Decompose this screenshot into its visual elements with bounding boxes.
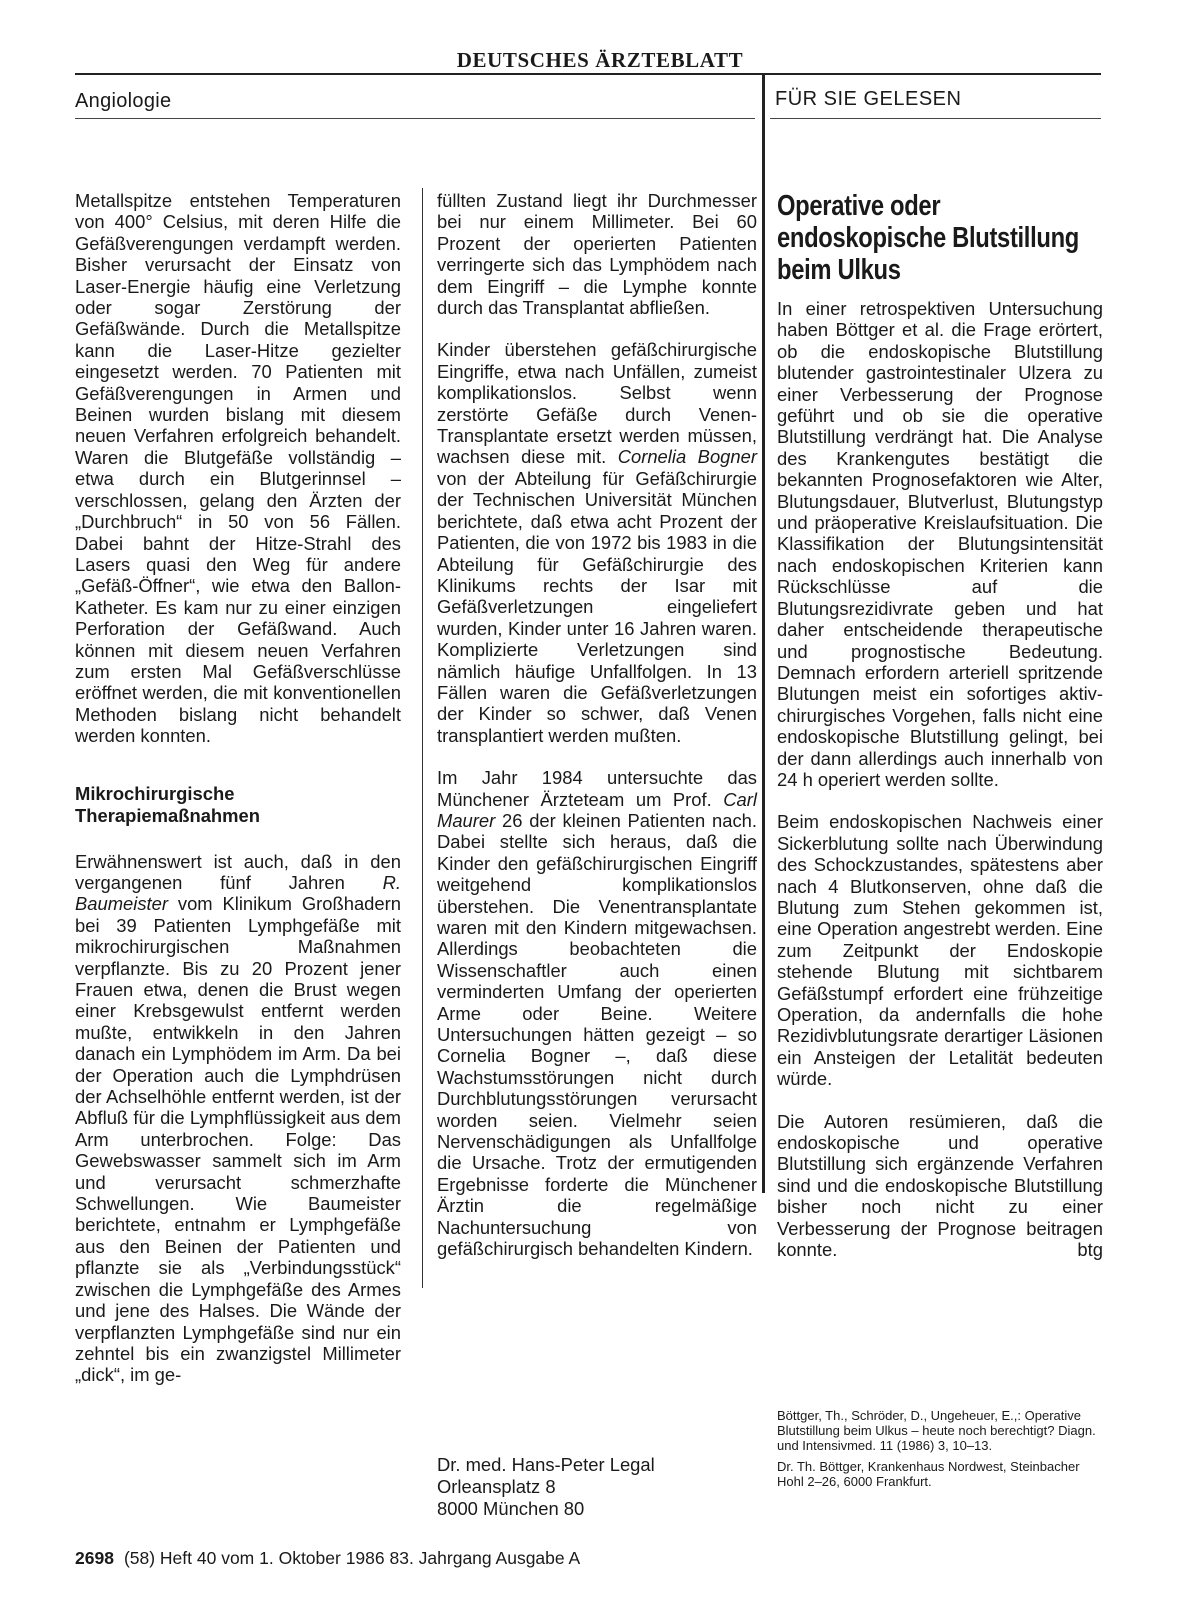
masthead-rule <box>75 73 1101 75</box>
text-run: vom Klinikum Großhadern bei 39 Patienten Lymphgefäße mit mikrochirurgischen Maßnahmen verpflanzte. Bis zu 20 Prozent jener Frauen etwa, denen die Brust wegen einer Krebsgewulst entfernt werden mußte, entwikkeln in den Jahren danach ein Lymphödem im Arm. Da bei der Operation auch die Lymphdrüsen der Achselhöhle entfernt werden, ist der Abfluß für die Lymphflüssigkeit aus dem Arm unterbrochen. Folge: Das Gewebswasser sammelt sich im Arm und verursacht schmerzhafte Schwellungen. Wie Baumeister berichtete, entnahm er Lymphgefäße aus den Beinen der Patienten und pflanzte sie als „Verbindungsstück“ zwischen die Lymphgefäße des Armes und jene des Halses. Die Wände der verpflanzten Lymphgefäße sind nur ein zehntel bis ein zwanzigstel Millimeter „dick“, im ge- <box>75 893 401 1386</box>
section-rule-left <box>75 118 755 119</box>
column-divider-bold <box>762 73 765 1193</box>
paragraph: In einer retrospektiven Untersuchung haben Böttger et al. die Frage erörtert, ob die endoskopische Blutstillung blutender gastrointestinaler Ulzera zu einer Verbesserung der Prognose geführt und ob sie die operative Blutstillung verdrängt hat. Die Analyse des Krankengutes bestätigt die bekannten Prognosefaktoren wie Alter, Blutungsdauer, Blutverlust, Blutungstyp und präoperative Kreislaufsituation. Die Klassifikation der Blutungsintensität nach endoskopischen Kriterien kann Rückschlüsse auf die Blutungsrezidivrate geben und hat daher entscheidende therapeutische und prognostische Bedeutung. Demnach erfordern arteriell spritzende Blutungen meist ein sofortiges aktiv-chirurgisches Vorgehen, falls nicht eine endoskopische Blutstillung gelingt, bei der dann allerdings auch innerhalb von 24 h operiert werden sollte. <box>777 298 1103 790</box>
person-name: Carl Maurer <box>437 788 757 831</box>
section-label-right: FÜR SIE GELESEN <box>775 88 962 110</box>
text-run: Kinder überstehen gefäßchirurgische Eingriffe, etwa nach Unfällen, zumeist komplikationslos. Selbst wenn zerstörte Gefäße durch Venen-Transplantate ersetzt werden müssen, wachsen diese mit. <box>437 339 757 468</box>
subheading-line: Mikrochirurgische <box>75 782 235 804</box>
subheading-line: Therapiemaßnahmen <box>75 804 260 826</box>
author-address <box>437 1454 655 1520</box>
paragraph <box>437 339 757 746</box>
paragraph <box>437 767 757 1259</box>
paragraph: Beim endoskopischen Nachweis einer Sickerblutung sollte nach Überwindung des Schockzustandes, spätestens aber nach 4 Blutkonserven, ohne daß die Blutung zum Stehen gekommen ist, eine Operation angestrebt werden. Eine zum Zeitpunkt der Endoskopie stehende Blutung mit sichtbarem Gefäßstumpf erfordert eine frühzeitige Operation, da andernfalls die hohe Rezidivblutungsrate derartiger Läsionen ein Ansteigen der Letalität bedeuten würde. <box>777 811 1103 1090</box>
address-line: Dr. med. Hans-Peter Legal <box>437 1454 655 1475</box>
paragraph: Metallspitze entstehen Temperaturen von 400° Celsius, mit deren Hilfe die Gefäßverengungen verdampft werden. Bisher verursacht der Einsatz von Laser-Energie häufig eine Verletzung oder sogar Zerstörung der Gefäßwände. Durch die Metallspitze kann die Laser-Hitze gezielter eingesetzt werden. 70 Patienten mit Gefäßverengungen in Armen und Beinen wurden bislang mit diesem neuen Verfahren erfolgreich behandelt. Waren die Blutgefäße vollständig – etwa durch ein Blutgerinnsel – verschlossen, gelang den Ärzten der „Durchbruch“ in 50 von 56 Fällen. Dabei bahnt der Hitze-Strahl des Lasers quasi den Weg für andere „Gefäß-Öffner“, wie etwa den Ballon-Katheter. Es kam nur zu einer einzigen Perforation der Gefäßwand. Auch können mit diesem neuen Verfahren zum ersten Mal Gefäßverschlüsse eröffnet werden, die mit konventionellen Methoden bislang nicht behandelt werden konnten. <box>75 190 401 747</box>
address-line: 8000 München 80 <box>437 1498 585 1519</box>
column-divider <box>422 188 423 1288</box>
page-footer <box>75 1548 580 1569</box>
section-rule-right <box>770 118 1101 119</box>
references <box>777 1408 1103 1495</box>
headline-container <box>777 190 1103 298</box>
text-run: Im Jahr 1984 untersuchte das Münchener Ärzteteam um Prof. <box>437 767 757 810</box>
text-run: Erwähnenswert ist auch, daß in den vergangenen fünf Jahren <box>75 850 401 893</box>
text-column-1 <box>75 190 401 1407</box>
text-column-2 <box>437 190 757 1281</box>
person-name: Cornelia Bogner <box>617 446 757 468</box>
reference-address: Dr. Th. Böttger, Krankenhaus Nordwest, Steinbacher Hohl 2–26, 6000 Frankfurt. <box>777 1459 1080 1489</box>
page-number: 2698 <box>75 1548 114 1568</box>
text-run: Die Autoren resümieren, daß die endoskopische und operative Blutstillung sich ergänzende Verfahren sind und die endoskopische Blutstillung bisher noch nicht zu einer Verbesserung der Prognose beitragen konnte. <box>777 1110 1103 1261</box>
masthead: DEUTSCHES ÄRZTEBLATT <box>456 48 744 72</box>
section-label-left: Angiologie <box>75 90 172 112</box>
issue-info: (58) Heft 40 vom 1. Oktober 1986 83. Jahrgang Ausgabe A <box>123 1548 581 1568</box>
subheading <box>75 783 401 827</box>
person-name: R. Baumeister <box>75 871 401 915</box>
text-run: 26 der kleinen Patienten nach. Dabei stellte sich heraus, daß die Kinder den gefäßchirurgischen Eingriff weitgehend komplikationslos überstehen. Die Venentransplantate waren mit den Kindern mitgewachsen. Allerdings beobachteten die Wissenschaftler auch einen verminderten Umfang der operierten Arme oder Beine. Weitere Untersuchungen hätten gezeigt – so Cornelia Bogner –, daß diese Wachstumsstörungen nicht durch Durchblutungsstörungen verursacht worden seien. Vielmehr seien Nervenschädigungen als Unfallfolge die Ursache. Trotz der ermutigenden Ergebnisse forderte die Münchener Ärztin die regelmäßige Nachuntersuchung von gefäßchirurgisch behandelten Kindern. <box>437 809 757 1260</box>
paragraph <box>75 851 401 1386</box>
reference-citation: Böttger, Th., Schröder, D., Ungeheuer, E.,: Operative Blutstillung beim Ulkus – heute noch berechtigt? Diagn. und Intensivmed. 11 (1986) 3, 10–13. <box>777 1408 1096 1453</box>
article-headline: Operative oder endoskopische Blutstillung beim Ulkus <box>777 190 1079 286</box>
paragraph <box>777 1111 1103 1261</box>
paragraph: füllten Zustand liegt ihr Durchmesser bei nur einem Millimeter. Bei 60 Prozent der operierten Patienten verringerte sich das Lymphödem nach dem Eingriff – die Lymphe konnte durch das Transplantat abfließen. <box>437 190 757 319</box>
address-line: Orleansplatz 8 <box>437 1476 556 1497</box>
author-signature: btg <box>1077 1239 1103 1261</box>
text-column-3 <box>777 190 1103 1281</box>
text-run: von der Abteilung für Gefäßchirurgie der Technischen Universität München berichtete, daß etwa acht Prozent der Patienten, die von 1972 bis 1983 in die Abteilung für Gefäßchirurgie des Klinikums rechts der Isar mit Gefäßverletzungen eingeliefert wurden, Kinder unter 16 Jahren waren. Komplizierte Verletzungen sind nämlich häufige Unfallfolgen. In 13 Fällen waren die Gefäßverletzungen der Kinder so schwer, daß Venen transplantiert werden mußten. <box>437 467 757 746</box>
